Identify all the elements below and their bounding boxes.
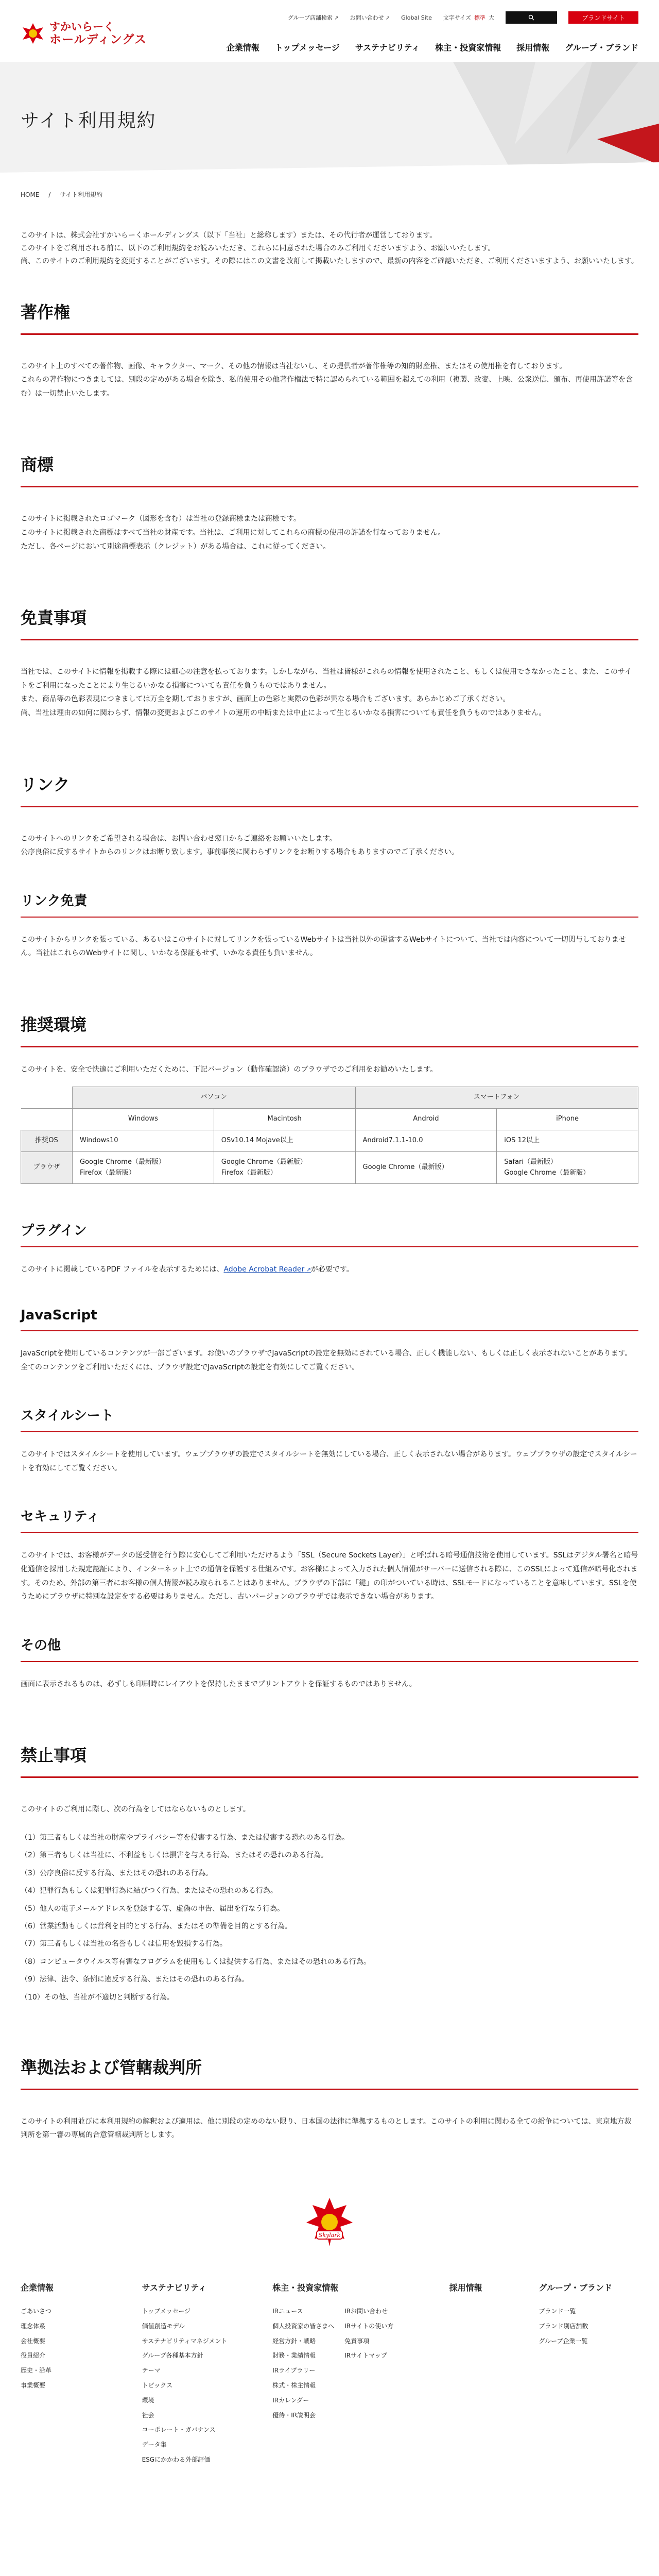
footer-link[interactable]: 財務・業績情報: [272, 2352, 316, 2360]
footer-link[interactable]: グループ企業一覧: [539, 2337, 588, 2345]
section-title-link-exempt: リンク免責: [21, 890, 638, 918]
footer-col-title[interactable]: 企業情報: [21, 2283, 54, 2293]
brand-name-line1: すかいらーく: [49, 21, 114, 33]
page-hero: [0, 62, 659, 178]
paragraph: 尚、当社は理由の如何に関わらず、情報の変更およびこのサイトの運用の中断または中止によって生じるいかなる損害についても責任を負うものではありません。: [21, 708, 546, 717]
other-body: [21, 1677, 638, 1691]
footer-col-sustainability: [142, 2281, 271, 2469]
footer-link[interactable]: 価値創造モデル: [142, 2322, 185, 2330]
table-cell: iOS 12以上: [497, 1130, 638, 1152]
section-title-link: リンク: [21, 772, 638, 807]
plugin-text: このサイトに掲載しているPDF ファイルを表示するためには、: [21, 1265, 224, 1274]
gnav-company[interactable]: 企業情報: [226, 43, 259, 53]
footer-col-company: [21, 2281, 140, 2469]
footer-link[interactable]: 経営方針・戦略: [272, 2337, 316, 2345]
paragraph: このサイトではスタイルシートを使用しています。ウェブブラウザの設定でスタイルシートを無効にしている場合、正しく表示されない場合があります。ウェブブラウザの設定でスタイルシートを有効にしてご覧ください。: [21, 1450, 637, 1472]
global-nav: [227, 41, 638, 53]
section-title-stylesheet: スタイルシート: [21, 1405, 638, 1432]
footer-link[interactable]: ブランド一覧: [539, 2308, 576, 2315]
table-cell: Safari（最新版） Google Chrome（最新版）: [497, 1151, 638, 1184]
footer-link[interactable]: IRライブラリー: [272, 2367, 316, 2375]
gnav-sustainability[interactable]: サステナビリティ: [355, 43, 420, 53]
paragraph: ただし、各ページにおいて別途商標表示（クレジット）がある場合は、これに従ってください。: [21, 542, 331, 551]
paragraph: このサイトからリンクを張っている、あるいはこのサイトに対してリンクを張っているWebサイトは当社以外の運営するWebサイトについて、当社では内容について一切関与しておりません。当社はこれらのWebサイトに関し、いかなる保証もせず、いかなる責任も負いません。: [21, 935, 626, 958]
footer-link[interactable]: トピックス: [142, 2382, 173, 2389]
paragraph: このサイトに掲載された商標はすべて当社の財産です。当社は、ご利用に対してこれらの商標の使用の許諾を行なっておりません。: [21, 528, 445, 537]
intro-text: [21, 229, 638, 268]
link-body: [21, 832, 638, 859]
contact-link[interactable]: お問い合わせ ↗: [350, 13, 390, 22]
breadcrumb-home[interactable]: HOME: [21, 191, 40, 198]
brand-site-button[interactable]: ブランドサイト: [568, 11, 638, 24]
footer-link[interactable]: IRお問い合わせ: [344, 2308, 388, 2315]
section-title-prohibited: 禁止事項: [21, 1742, 638, 1778]
footer-link[interactable]: データ集: [142, 2441, 167, 2449]
javascript-body: [21, 1347, 638, 1374]
footer-col-recruit: [449, 2281, 537, 2469]
page-title: サイト利用規約: [21, 110, 157, 131]
section-title-other: その他: [21, 1635, 638, 1662]
paragraph: 公序良俗に反するサイトからのリンクはお断り致します。事前事後に関わらずリンクをお断りする場合もありますのでご了承ください。: [21, 848, 459, 857]
footer-col-group-brand: [539, 2281, 636, 2469]
paragraph: また、商品等の色彩表現につきましては万全を期しておりますが、画面上の色彩と実際の色彩が異なる場合もございます。あらかじめご了承ください。: [21, 695, 510, 704]
footer-logo-text: Skylark: [318, 2232, 341, 2239]
section-title-disclaimer: 免責事項: [21, 605, 638, 640]
table-cell: OSv10.14 Mojave以上: [214, 1130, 355, 1152]
skylark-mascot-logo-icon: [301, 2194, 358, 2250]
paragraph: JavaScriptを使用しているコンテンツが一部ございます。お使いのブラウザでJavaScriptの設定を無効にされている場合、正しく機能しない、もしくは正しく表示されないことがあります。全てのコンテンツをご利用いただくには、ブラウザ設定でJavaScriptの設定を有効にしてご覧ください。: [21, 1349, 632, 1371]
gnav-top-message[interactable]: トップメッセージ: [274, 43, 340, 53]
paragraph: このサイトの利用並びに本利用規約の解釈および適用は、他に別段の定めのない限り、日本国の法律に準拠するものとします。このサイトの利用に関わる全ての紛争については、東京地方裁判所を第一審の専属的合意管轄裁判所とします。: [21, 2117, 632, 2140]
footer-link[interactable]: ESGにかかわる外部評価: [142, 2456, 211, 2464]
law-body: [21, 2115, 638, 2142]
list-item: （4）犯罪行為もしくは犯罪行為に結びつく行為、またはその恐れのある行為。: [21, 1887, 278, 1895]
trademark-body: [21, 512, 638, 553]
footer-link[interactable]: 優待・IR説明会: [272, 2411, 316, 2419]
main-content: [0, 229, 659, 2142]
footer-col-ir: [272, 2281, 447, 2469]
footer-nav: [0, 2281, 659, 2469]
font-size-large[interactable]: 大: [489, 14, 494, 21]
paragraph: 当社では、このサイトに情報を掲載する際には細心の注意を払っております。しかしながら、当社は皆様がこれらの情報を使用されたこと、もしくは使用できなかったこと、また、このサイトをご利用になったことにより生じるいかなる損害についても責任を負うものではありません。: [21, 668, 632, 690]
footer-link[interactable]: 個人投資家の皆さまへ: [272, 2322, 335, 2330]
brand-logo[interactable]: [21, 21, 147, 47]
list-item: （3）公序良俗に反する行為、またはその恐れのある行為。: [21, 1869, 213, 1877]
table-group-smartphone: スマートフォン: [355, 1087, 638, 1109]
footer-link[interactable]: 会社概要: [21, 2337, 46, 2345]
table-col-header: Windows: [73, 1109, 214, 1130]
table-col-header: Macintosh: [214, 1109, 355, 1130]
table-corner: [21, 1087, 73, 1109]
acrobat-reader-link[interactable]: Adobe Acrobat Reader ↗: [223, 1265, 310, 1274]
section-title-security: セキュリティ: [21, 1506, 638, 1533]
list-item: （9）法律、法令、条例に違反する行為、またはその恐れのある行為。: [21, 1975, 249, 1984]
breadcrumb: [0, 178, 659, 229]
section-title-trademark: 商標: [21, 452, 638, 487]
environment-lead: このサイトを、安全で快適にご利用いただくために、下記バージョン（動作確認済）のブラウザでのご利用をお勧めいたします。: [21, 1065, 438, 1074]
stylesheet-body: [21, 1448, 638, 1475]
paragraph: 画面に表示されるものは、必ずしも印刷時にレイアウトを保持したままでプリントアウトを保証するものではありません。: [21, 1680, 417, 1688]
copyright-body: [21, 360, 638, 401]
environment-table: [21, 1087, 638, 1184]
paragraph: このサイト上のすべての著作物、画像、キャラクター、マーク、その他の情報は当社ないし、その提供者が著作権等の知的財産権、またはその使用権を有しております。: [21, 362, 567, 370]
footer-link[interactable]: 環境: [142, 2396, 154, 2404]
paragraph: このサイトでは、お客様がデータの送受信を行う際に安心してご利用いただけるよう「SSL（Secure Sockets Layer）」と呼ばれる暗号通信技術を使用しています。SSLはデジタル署名と暗号化通信を採用した規定認証により、インターネット上での通信を保護する仕組みです。お客様によって入力された個人情報がサーバーに送信される際に、このSSLによって通信が暗号化されます。そのため、外部の第三者にお客様の個人情報が読み取られることはありません。ブラウザの下部に「鍵」の印がついている時は、SSLモードになっていることを意味しています。SSLを使うためにブラウザに特別な設定をする必要はありません。ただし、古いバージョンのブラウザでは表示できない場合があります。: [21, 1551, 638, 1601]
breadcrumb-separator: /: [48, 191, 51, 198]
disclaimer-body: [21, 665, 638, 720]
section-title-copyright: 著作権: [21, 299, 638, 335]
group-store-search-link[interactable]: グループ店舗検索 ↗: [288, 13, 339, 22]
section-title-environment: 推奨環境: [21, 1012, 638, 1047]
section-title-plugin: プラグイン: [21, 1220, 638, 1247]
footer-link[interactable]: 事業概要: [21, 2382, 46, 2389]
footer-link[interactable]: 歴史・沿革: [21, 2367, 52, 2375]
prohibited-list: [21, 1832, 638, 2003]
footer-link[interactable]: IRサイトの使い方: [344, 2322, 394, 2330]
footer-col-title[interactable]: 株主・投資家情報: [272, 2283, 339, 2293]
table-cell: Android7.1.1-10.0: [355, 1130, 497, 1152]
footer-col-title[interactable]: 採用情報: [449, 2283, 482, 2293]
footer-link[interactable]: トップメッセージ: [142, 2308, 191, 2315]
table-cell: Google Chrome（最新版）: [355, 1151, 497, 1184]
security-body: [21, 1549, 638, 1603]
table-row: [21, 1151, 638, 1184]
footer-link[interactable]: IRカレンダー: [272, 2396, 309, 2404]
search-icon: [528, 14, 534, 21]
table-cell: Google Chrome（最新版） Firefox（最新版）: [73, 1151, 214, 1184]
search-button[interactable]: [506, 11, 557, 24]
table-row: [21, 1130, 638, 1152]
footer-link[interactable]: コーポレート・ガバナンス: [142, 2426, 216, 2434]
intro-line: このサイトは、株式会社すかいらーくホールディングス（以下「当社」と総称します）または、その代行者が運営しております。: [21, 231, 437, 240]
prohibited-lead: このサイトのご利用に際し、次の行為をしてはならないものとします。: [21, 1805, 250, 1814]
footer-link[interactable]: サステナビリティマネジメント: [142, 2337, 228, 2345]
brand-name-line2: ホールディングス: [49, 33, 147, 47]
site-header: [0, 0, 659, 62]
section-title-javascript: JavaScript: [21, 1308, 638, 1331]
table-row-header: 推奨OS: [21, 1130, 73, 1152]
table-col-header: Android: [355, 1109, 497, 1130]
link-exempt-body: [21, 933, 638, 960]
list-item: （1）第三者もしくは当社の財産やプライバシー等を侵害する行為、または侵害する恐れのある行為。: [21, 1833, 350, 1842]
table-cell: Google Chrome（最新版） Firefox（最新版）: [214, 1151, 355, 1184]
site-footer: [0, 2194, 659, 2469]
footer-col-title[interactable]: サステナビリティ: [142, 2283, 207, 2293]
footer-link[interactable]: グループ各種基本方針: [142, 2352, 203, 2360]
breadcrumb-current: サイト利用規約: [60, 191, 103, 198]
footer-col-title[interactable]: グループ・ブランド: [539, 2283, 613, 2293]
font-size-switcher: [443, 13, 494, 22]
list-item: （6）営業活動もしくは営利を目的とする行為、またはその準備を目的とする行為。: [21, 1922, 292, 1930]
intro-line: このサイトをご利用される前に、以下のご利用規約をお読みいただき、これらに同意された場合のみご利用くださいますよう、お願いいたします。: [21, 244, 495, 253]
list-item: （2）第三者もしくは当社に、不利益もしくは損害を与える行為、またはその恐れのある行為。: [21, 1851, 328, 1860]
gnav-group-brand[interactable]: グループ・ブランド: [565, 43, 638, 53]
footer-link[interactable]: 理念体系: [21, 2322, 46, 2330]
gnav-ir[interactable]: 株主・投資家情報: [435, 43, 501, 53]
intro-line: 尚、このサイトのご利用規約を変更することがございます。その際にはこの文書を改訂して掲載いたしますので、最新の内容をご確認いただき、ご利用くださいますよう、お願いいたします。: [21, 257, 638, 266]
footer-link[interactable]: ごあいさつ: [21, 2308, 52, 2315]
footer-link[interactable]: テーマ: [142, 2367, 161, 2375]
paragraph: このサイトに掲載されたロゴマーク（図形を含む）は当社の登録商標または商標です。: [21, 515, 301, 523]
footer-link[interactable]: 社会: [142, 2411, 154, 2419]
table-corner: [21, 1109, 73, 1130]
footer-link[interactable]: ブランド別店舗数: [539, 2322, 588, 2330]
table-row-header: ブラウザ: [21, 1151, 73, 1184]
footer-link[interactable]: 株式・株主情報: [272, 2382, 316, 2389]
footer-link[interactable]: IRニュース: [272, 2308, 303, 2315]
utility-nav: [288, 11, 638, 24]
plugin-text: が必要です。: [310, 1265, 354, 1274]
footer-logo[interactable]: [0, 2194, 659, 2250]
footer-link[interactable]: IRサイトマップ: [344, 2352, 387, 2360]
plugin-body: [21, 1263, 638, 1277]
list-item: （5）他人の電子メールアドレスを登録する等、虚偽の申告、届出を行なう行為。: [21, 1904, 285, 1913]
table-group-pc: パソコン: [73, 1087, 356, 1109]
section-title-law: 準拠法および管轄裁判所: [21, 2055, 638, 2090]
list-item: （10）その他、当社が不適切と判断する行為。: [21, 1993, 174, 2002]
list-item: （7）第三者もしくは当社の名誉もしくは信用を毀損する行為。: [21, 1940, 227, 1948]
list-item: （8）コンピュータウイルス等有害なプログラムを使用もしくは提供する行為、またはその恐れのある行為。: [21, 1957, 371, 1966]
font-size-label: 文字サイズ: [443, 14, 471, 21]
paragraph: このサイトへのリンクをご希望される場合は、お問い合わせ窓口からご連絡をお願いいたします。: [21, 834, 337, 843]
global-site-link[interactable]: Global Site: [401, 14, 432, 21]
table-col-header: iPhone: [497, 1109, 638, 1130]
gnav-recruit[interactable]: 採用情報: [516, 43, 550, 53]
table-cell: Windows10: [73, 1130, 214, 1152]
footer-link[interactable]: 免責事項: [344, 2337, 370, 2345]
logo-mark-icon: [21, 21, 45, 46]
footer-link[interactable]: 役員紹介: [21, 2352, 46, 2360]
font-size-standard[interactable]: 標準: [474, 14, 485, 21]
paragraph: これらの著作物につきましては、別段の定めがある場合を除き、私的使用その他著作権法で特に認められている範囲を超えての利用（複製、改変、上映、公衆送信、頒布、再使用許諾等を含む）は一切禁止いたします。: [21, 376, 633, 398]
